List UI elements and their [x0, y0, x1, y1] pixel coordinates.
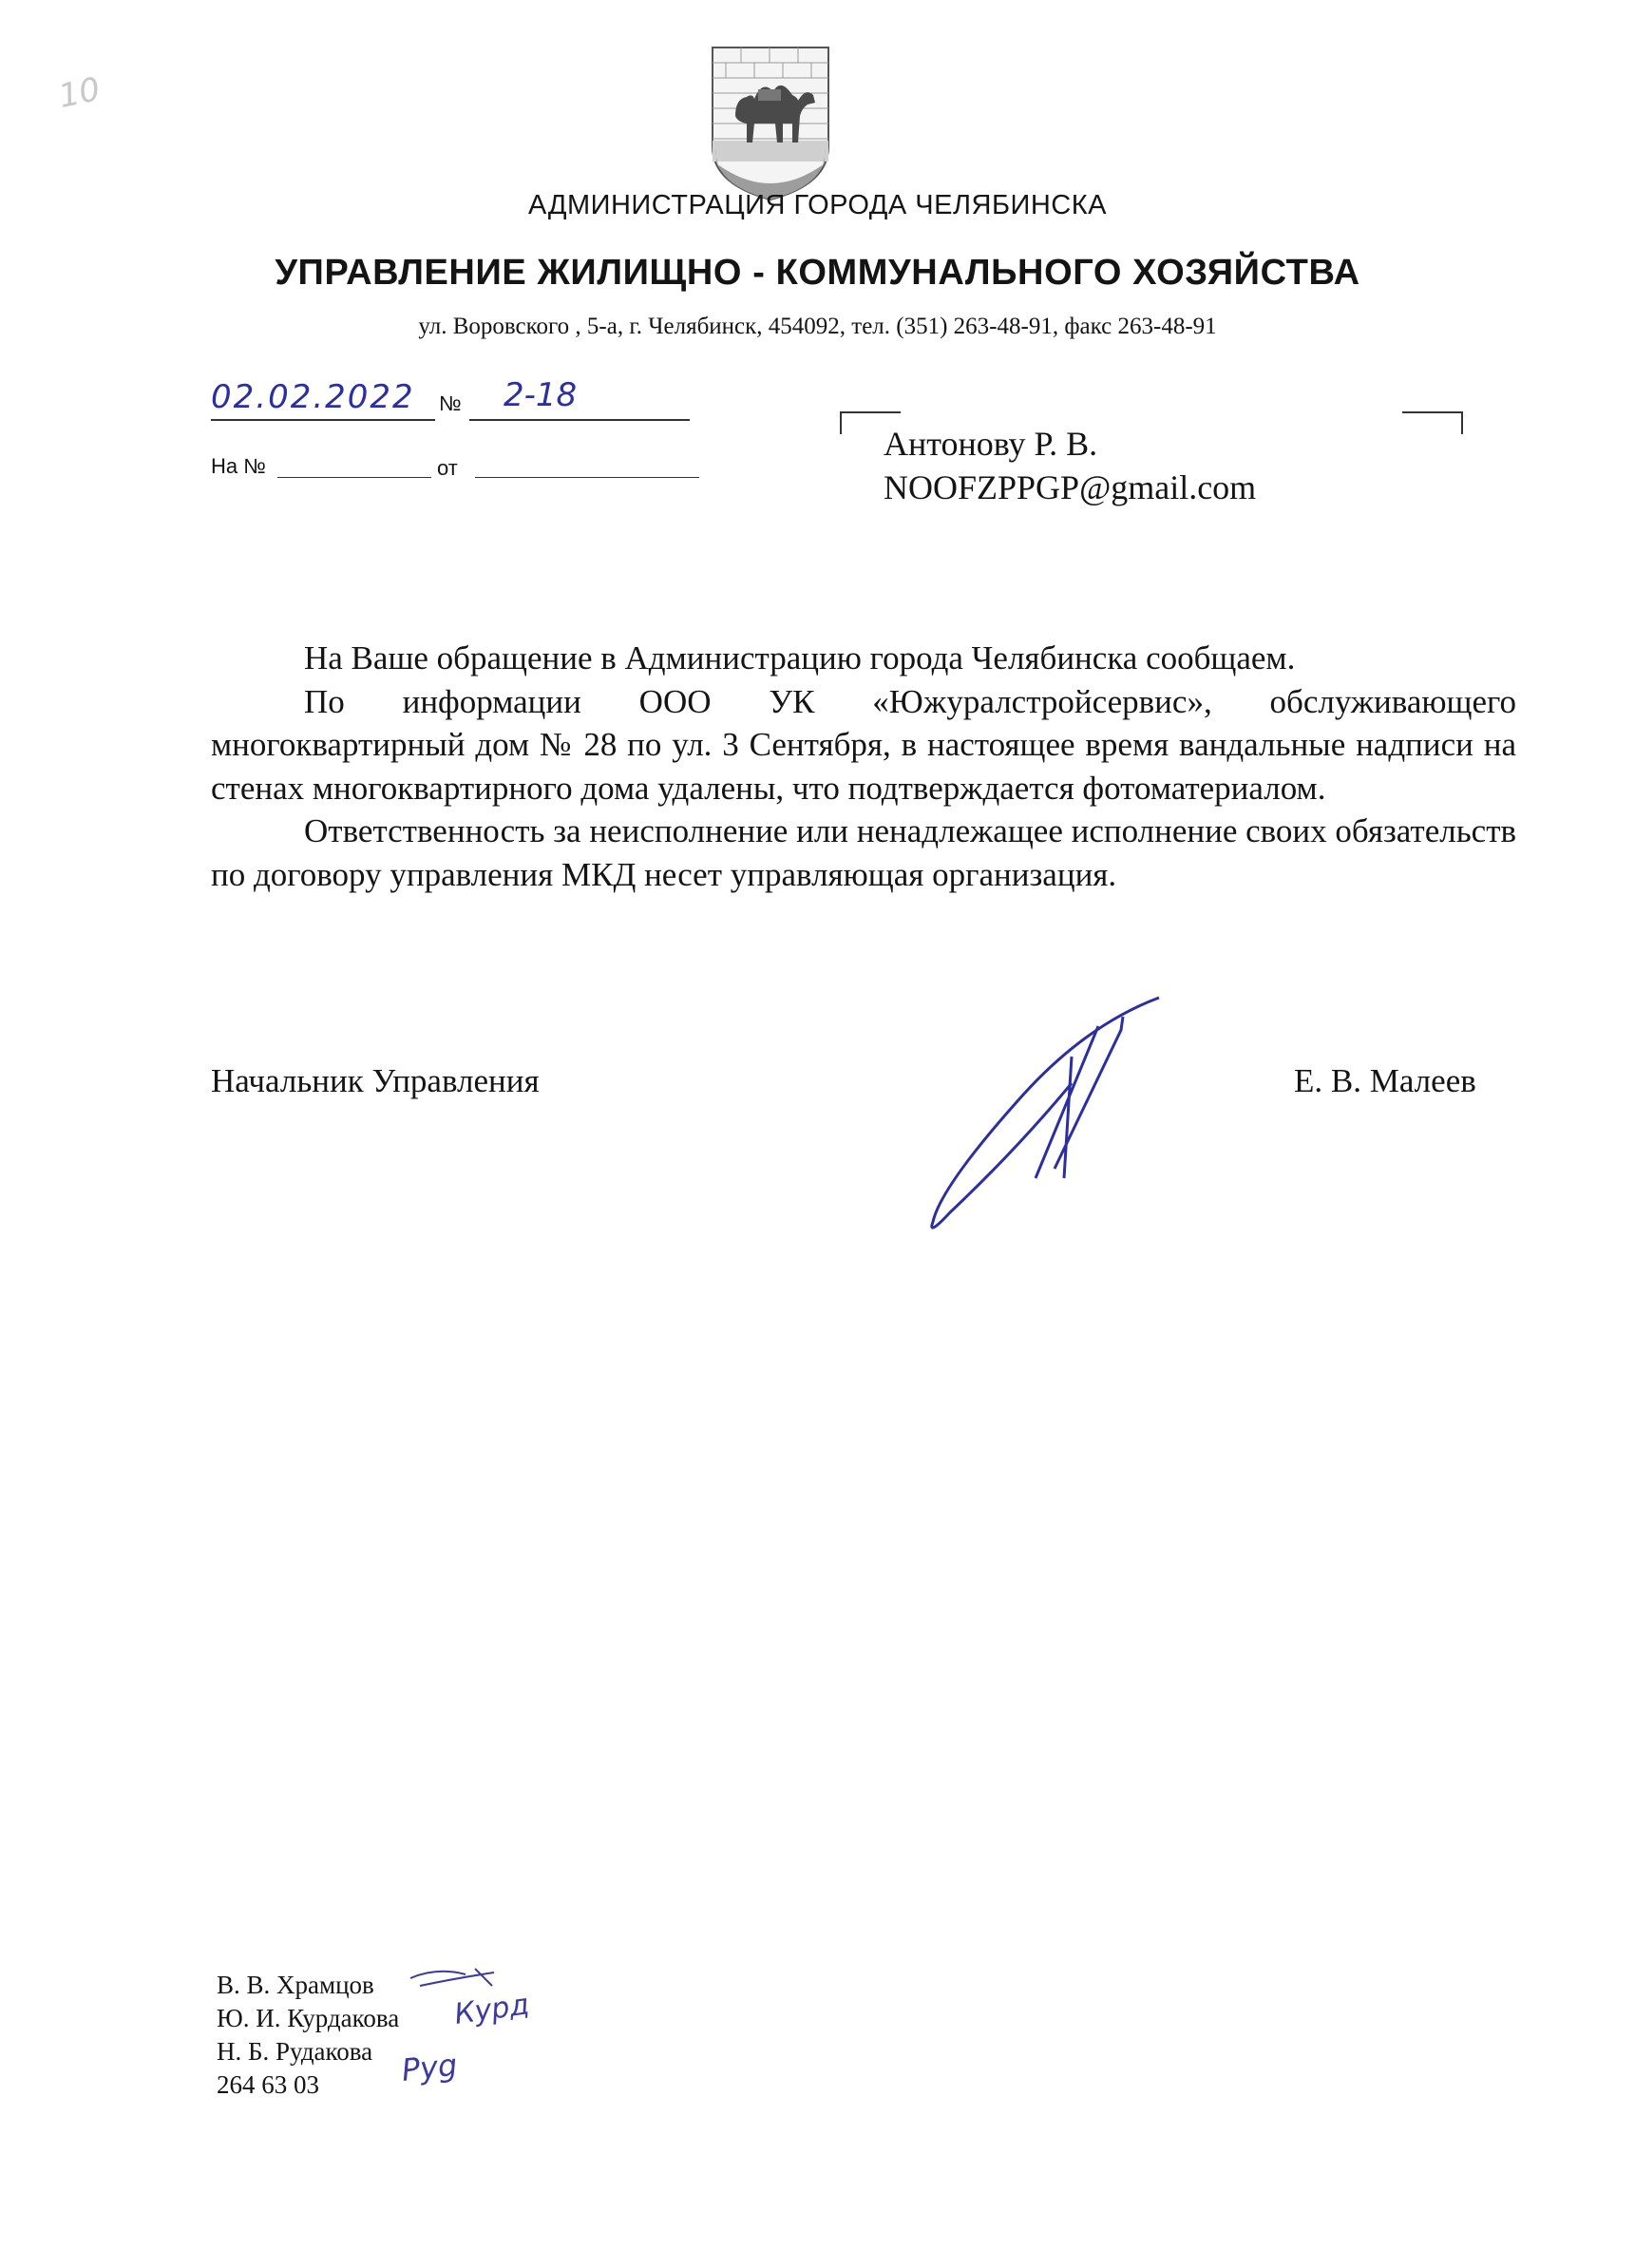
executor-initial-marks	[399, 1957, 570, 2109]
signer-title: Начальник Управления	[211, 1062, 540, 1099]
date-underline	[211, 419, 435, 421]
administration-name: АДМИНИСТРАЦИЯ ГОРОДА ЧЕЛЯБИНСКА	[528, 190, 1107, 220]
handwritten-signature	[912, 988, 1197, 1235]
from-label: от	[437, 456, 458, 480]
executor-name: Н. Б. Рудакова	[217, 2037, 373, 2066]
svg-text:Курд: Курд	[452, 1988, 532, 2031]
number-label: №	[439, 391, 462, 415]
signer-name: Е. В. Малеев	[1294, 1062, 1476, 1099]
recipient-email: NOOFZPPGP@gmail.com	[884, 468, 1257, 506]
margin-pencil-note: 10	[55, 69, 104, 117]
registration-date: 02.02.2022	[211, 378, 415, 416]
executor-name: Ю. И. Курдакова	[217, 2004, 400, 2032]
reply-to-label: На №	[211, 454, 266, 478]
recipient-name: Антонову Р. В.	[884, 425, 1098, 463]
from-blank	[475, 477, 699, 478]
registration-number: 2-18	[504, 376, 578, 414]
letter-body	[211, 637, 1516, 896]
executor-phone: 264 63 03	[217, 2070, 319, 2099]
reply-to-blank	[277, 477, 431, 478]
number-underline	[469, 419, 690, 421]
department-name: УПРАВЛЕНИЕ ЖИЛИЩНО - КОММУНАЛЬНОГО ХОЗЯЙСТВА	[275, 253, 1360, 293]
body-paragraph: На Ваше обращение в Администрацию города Челябинска сообщаем.	[304, 639, 1296, 677]
body-paragraph: Ответственность за неисполнение или ненадлежащее исполнение своих обязательств по договору управления МКД несет управляющая организация.	[211, 812, 1517, 893]
department-address: ул. Воровского , 5-а, г. Челябинск, 454092, тел. (351) 263-48-91, факс 263-48-91	[418, 314, 1217, 339]
executors-block	[217, 1969, 399, 2102]
address-corner-right	[1402, 411, 1463, 434]
svg-text:Рyg: Рyg	[399, 2047, 460, 2088]
recipient-block	[884, 422, 1256, 509]
coat-of-arms-icon	[707, 42, 834, 203]
body-paragraph: По информации ООО УК «Южуралстройсервис», обслуживающего многоквартирный дом № 28 по ул. 3 Сентября, в настоящее время вандальные надписи на стенах многоквартирного дома удалены, что подтверждается фотоматериалом.	[211, 682, 1516, 807]
executor-name: В. В. Храмцов	[217, 1971, 374, 1999]
